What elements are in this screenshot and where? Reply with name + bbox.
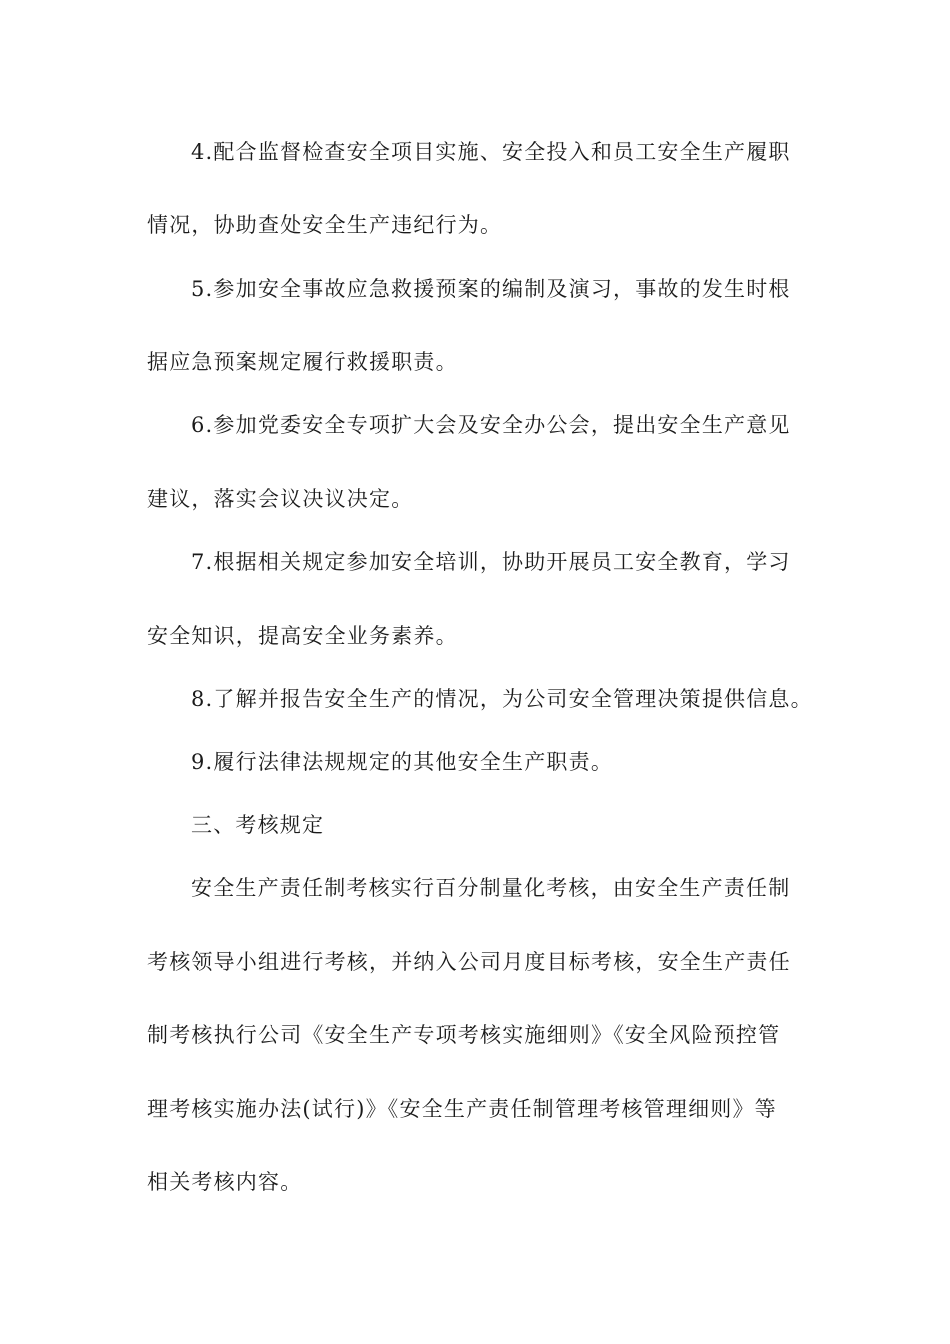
assessment-line-5: 相关考核内容。 (147, 1170, 303, 1194)
para-4-line-1: 4.配合监督检查安全项目实施、安全投入和员工安全生产履职 (191, 140, 791, 164)
para-9-line-1: 9.履行法律法规规定的其他安全生产职责。 (191, 750, 614, 774)
assessment-line-4: 理考核实施办法(试行)》《安全生产责任制管理考核管理细则》等 (147, 1097, 777, 1121)
para-7-line-2: 安全知识，提高安全业务素养。 (147, 624, 458, 648)
para-6-line-1: 6.参加党委安全专项扩大会及安全办公会，提出安全生产意见 (191, 413, 791, 437)
assessment-line-3: 制考核执行公司《安全生产专项考核实施细则》《安全风险预控管 (147, 1023, 781, 1047)
para-6-line-2: 建议，落实会议决议决定。 (147, 487, 414, 511)
para-4-line-2: 情况，协助查处安全生产违纪行为。 (147, 213, 503, 237)
assessment-line-1: 安全生产责任制考核实行百分制量化考核，由安全生产责任制 (191, 876, 791, 900)
para-5-line-2: 据应急预案规定履行救援职责。 (147, 350, 458, 374)
section-heading: 三、考核规定 (191, 813, 325, 837)
para-7-line-1: 7.根据相关规定参加安全培训，协助开展员工安全教育，学习 (191, 550, 791, 574)
para-8-line-1: 8.了解并报告安全生产的情况，为公司安全管理决策提供信息。 (191, 687, 813, 711)
assessment-line-2: 考核领导小组进行考核，并纳入公司月度目标考核，安全生产责任 (147, 950, 791, 974)
para-5-line-1: 5.参加安全事故应急救援预案的编制及演习，事故的发生时根 (191, 277, 791, 301)
